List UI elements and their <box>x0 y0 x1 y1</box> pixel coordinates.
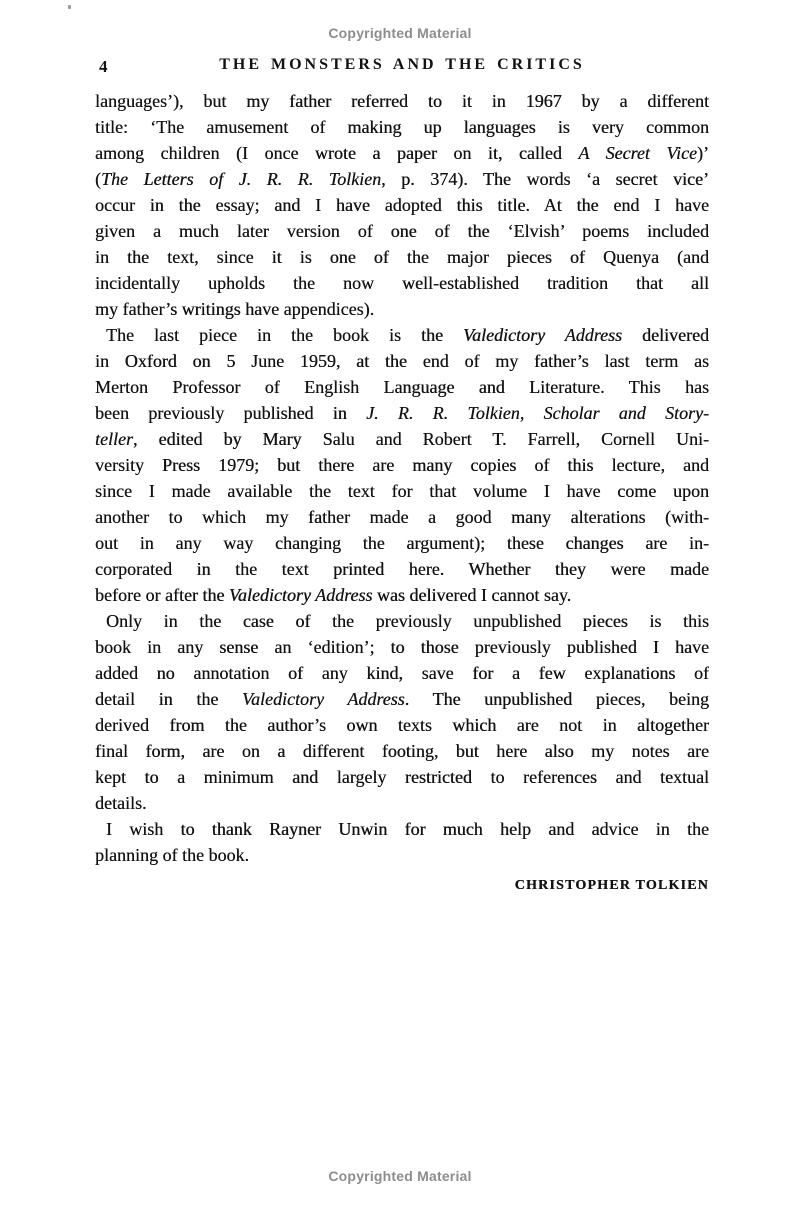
text-line <box>95 374 709 400</box>
text-run: since I made available the text for that volume I have come upon <box>95 481 709 501</box>
text-run: title: ‘The amusement of making up languages is very common <box>95 117 709 137</box>
text-run: been previously published in <box>95 403 367 423</box>
text-run: in Oxford on 5 June 1959, at the end of my father’s last term as <box>95 351 709 371</box>
text-run: )’ <box>697 143 709 163</box>
text-line <box>95 400 709 426</box>
text-line <box>95 660 709 686</box>
text-run: another to which my father made a good many alterations (with- <box>95 507 709 527</box>
text-run: was delivered I cannot say. <box>372 585 572 605</box>
text-run: Merton Professor of English Language and Literature. This has <box>95 377 709 397</box>
copyright-notice-bottom: Copyrighted Material <box>328 1168 472 1184</box>
text-line <box>95 296 709 322</box>
text-run: I wish to thank Rayner Unwin for much help and advice in the <box>106 819 709 839</box>
text-line <box>95 686 709 712</box>
copyright-notice-top: Copyrighted Material <box>328 25 472 41</box>
text-line <box>95 816 709 842</box>
text-run: . The unpublished pieces, being <box>404 689 709 709</box>
text-run: among children (I once wrote a paper on it, called <box>95 143 579 163</box>
text-line <box>95 478 709 504</box>
text-line <box>95 556 709 582</box>
text-run: final form, are on a different footing, but here also my notes are <box>95 741 709 761</box>
text-run: incidentally upholds the now well-established tradition that all <box>95 273 709 293</box>
text-run: corporated in the text printed here. Whether they were made <box>95 559 709 579</box>
body-text <box>95 88 709 868</box>
paragraph <box>95 322 709 608</box>
italic-text-run: The Letters of J. R. R. Tolkien <box>101 169 382 189</box>
text-run: kept to a minimum and largely restricted to references and textual <box>95 767 709 787</box>
text-line <box>95 530 709 556</box>
text-run: added no annotation of any kind, save for a few explanations of <box>95 663 709 683</box>
text-run: delivered <box>622 325 709 345</box>
paragraph <box>95 88 709 322</box>
text-line <box>95 504 709 530</box>
text-run: book in any sense an ‘edition’; to those previously published I have <box>95 637 709 657</box>
text-run: , p. 374). The words ‘a secret vice’ <box>381 169 709 189</box>
scan-artifact-speck <box>68 5 71 9</box>
text-run: in the text, since it is one of the major pieces of Quenya (and <box>95 247 709 267</box>
text-run: before or after the <box>95 585 229 605</box>
text-line <box>95 712 709 738</box>
text-run: given a much later version of one of the ‘Elvish’ poems included <box>95 221 709 241</box>
italic-text-run: J. R. R. Tolkien, Scholar and Story- <box>366 403 709 423</box>
text-line <box>95 764 709 790</box>
paragraph <box>95 608 709 816</box>
italic-text-run: A Secret Vice <box>578 143 697 163</box>
text-run: occur in the essay; and I have adopted this title. At the end I have <box>95 195 709 215</box>
text-line <box>95 452 709 478</box>
text-run: languages’), but my father referred to it in 1967 by a different <box>95 91 709 111</box>
running-header <box>95 56 709 74</box>
text-line <box>95 88 709 114</box>
text-line <box>95 322 709 348</box>
text-line <box>95 192 709 218</box>
italic-text-run: Valedictory Address <box>242 689 405 709</box>
text-run: The last piece in the book is the <box>106 325 464 345</box>
text-run: , edited by Mary Salu and Robert T. Farrell, Cornell Uni- <box>133 429 709 449</box>
text-run: planning of the book. <box>95 845 249 865</box>
text-run: ( <box>95 169 101 189</box>
text-run: details. <box>95 793 147 813</box>
italic-text-run: Valedictory Address <box>463 325 623 345</box>
italic-text-run: teller <box>95 429 133 449</box>
text-line <box>95 582 709 608</box>
italic-text-run: Valedictory Address <box>228 585 373 605</box>
text-line <box>95 244 709 270</box>
text-run: Only in the case of the previously unpublished pieces is this <box>106 611 709 631</box>
text-line <box>95 166 709 192</box>
text-line <box>95 842 709 868</box>
text-line <box>95 634 709 660</box>
text-run: versity Press 1979; but there are many copies of this lecture, and <box>95 455 709 475</box>
paragraph <box>95 816 709 868</box>
text-line <box>95 270 709 296</box>
text-run: derived from the author’s own texts which are not in altogether <box>95 715 709 735</box>
text-run: out in any way changing the argument); these changes are in- <box>95 533 709 553</box>
text-run: my father’s writings have appendices). <box>95 299 375 319</box>
author-signature: CHRISTOPHER TOLKIEN <box>514 878 709 893</box>
text-line <box>95 114 709 140</box>
running-header-title: THE MONSTERS AND THE CRITICS <box>219 56 585 73</box>
text-line <box>95 426 709 452</box>
text-line <box>95 218 709 244</box>
page-number: 4 <box>99 57 108 76</box>
text-line <box>95 738 709 764</box>
text-run: detail in the <box>95 689 242 709</box>
text-line <box>95 140 709 166</box>
text-line <box>95 790 709 816</box>
text-line <box>95 348 709 374</box>
text-line <box>95 608 709 634</box>
